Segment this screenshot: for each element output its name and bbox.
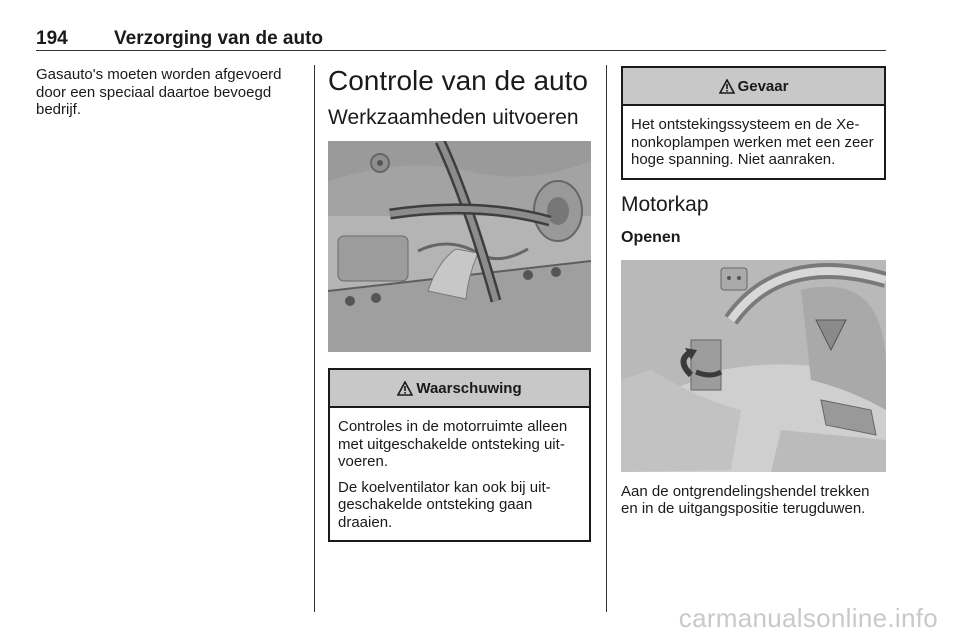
column-divider: [314, 65, 315, 612]
column-1: [36, 66, 304, 119]
column-divider: [606, 65, 607, 612]
open-subheading: Openen: [621, 228, 681, 246]
warning-box: [328, 368, 591, 542]
warning-triangle-icon: [719, 79, 735, 94]
danger-title: Gevaar: [737, 77, 789, 95]
warning-header: [330, 370, 589, 408]
page-header: [36, 24, 886, 51]
danger-header: [623, 68, 884, 106]
watermark-brand: carmanualsonline.info: [678, 603, 938, 633]
warning-paragraph: De koelventilator kan ook bij uitgeschakelde ontsteking gaan draaien.: [338, 478, 551, 531]
danger-text: Het ontstekingssysteem en de Xenonkoplampen werken met een zeer hoge spanning. Niet aanraken.: [631, 116, 874, 168]
warning-title: Waarschuwing: [416, 379, 522, 397]
hood-caption: Aan de ontgrendelingshendel trekken en in de uitgangspositie terugduwen.: [621, 482, 870, 517]
engine-bay-illustration: [328, 141, 591, 352]
section-heading: Controle van de auto: [328, 65, 588, 96]
danger-box: [621, 66, 886, 180]
hood-release-illustration: [621, 260, 886, 472]
chapter-title: Verzorging van de auto: [114, 28, 324, 49]
warning-paragraph: Controles in de motorruimte alleen met uitgeschakelde ontsteking uitvoeren.: [338, 418, 568, 470]
column-3: [621, 66, 886, 518]
page-number: 194: [36, 28, 68, 49]
gas-disposal-text: Gasauto's moeten worden afgevoerd door een speciaal daartoe bevoegd bedrijf.: [36, 66, 282, 118]
column-2: [328, 66, 591, 542]
warning-triangle-icon: [397, 381, 413, 396]
subsection-heading: Werkzaamheden uitvoeren: [328, 106, 579, 129]
hood-heading: Motorkap: [621, 192, 709, 216]
